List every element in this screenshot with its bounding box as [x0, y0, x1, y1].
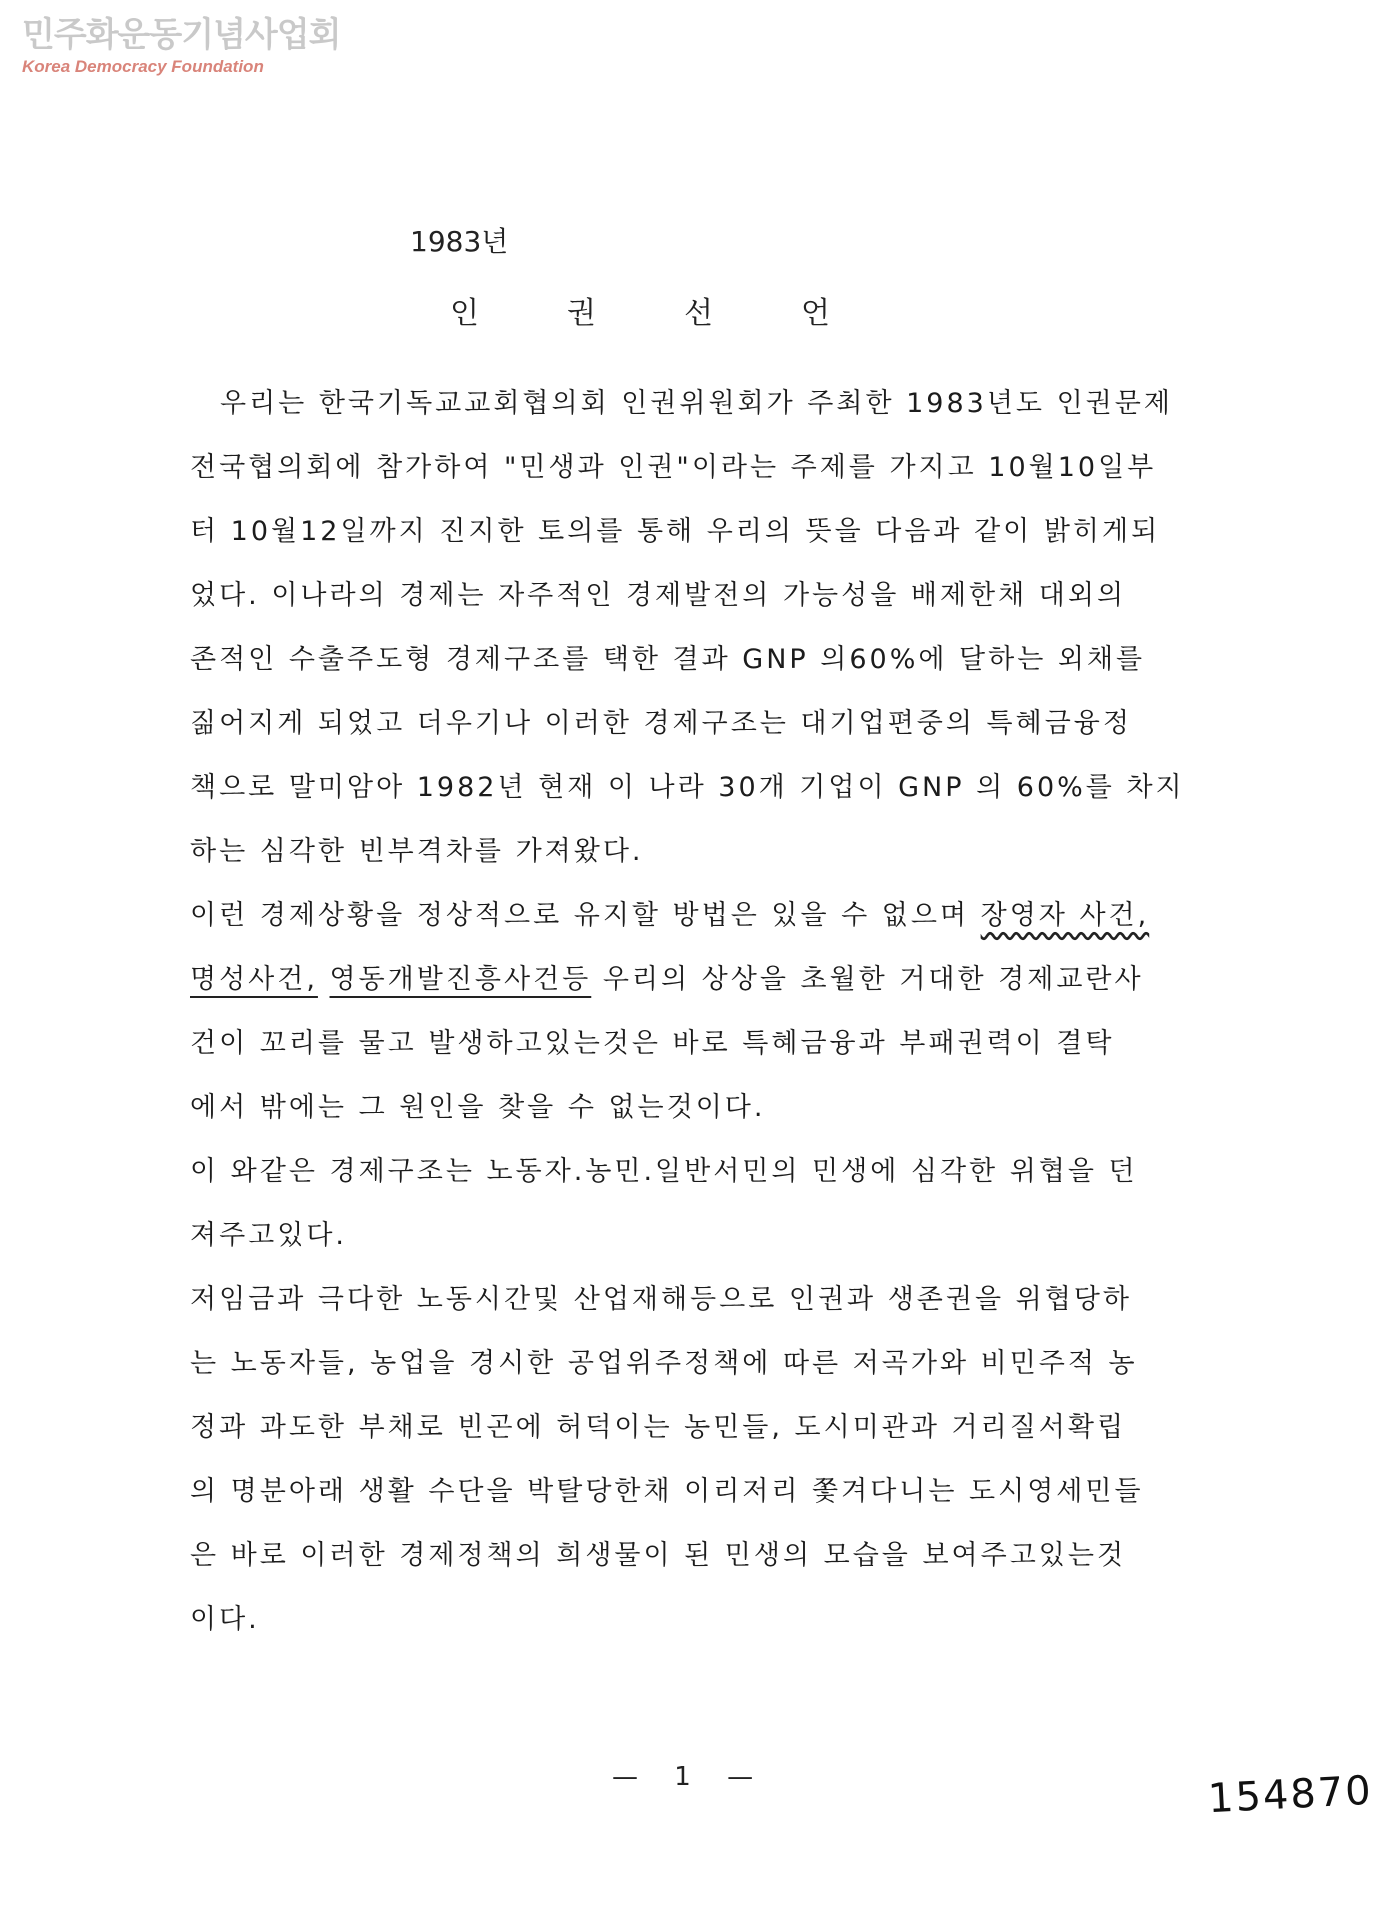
watermark-korean: 민주화운동기념사업회	[22, 15, 341, 55]
body-line: 이다.	[190, 1604, 260, 1635]
page-number: — 1 —	[612, 1762, 768, 1792]
body-line: 었다. 이나라의 경제는 자주적인 경제발전의 가능성을 배제한채 대외의	[190, 580, 1127, 611]
line-text: 우리의 상상을 초월한 거대한 경제교란사	[591, 964, 1144, 995]
document-title	[450, 288, 830, 332]
title-char: 인	[450, 296, 479, 331]
body-line: 존적인 수출주도형 경제구조를 택한 결과 GNP 의60%에 달하는 외채를	[190, 644, 1146, 675]
underlined-phrase: 명성사건,	[190, 964, 318, 995]
title-char: 선	[684, 296, 713, 331]
title-char: 언	[801, 296, 830, 331]
document-body	[190, 372, 1195, 1652]
body-line: 는 노동자들, 농업을 경시한 공업위주정책에 따른 저곡가와 비민주적 농	[190, 1348, 1138, 1379]
wavy-underlined-phrase: 장영자 사건,	[980, 900, 1150, 931]
body-line: 터 10월12일까지 진지한 토의를 통해 우리의 뜻을 다음과 같이 밝히게되	[190, 516, 1161, 547]
watermark-english: Korea Democracy Foundation	[22, 57, 264, 76]
body-line: 은 바로 이러한 경제정책의 희생물이 된 민생의 모습을 보여주고있는것	[190, 1540, 1127, 1571]
body-line: 책으로 말미암아 1982년 현재 이 나라 30개 기업이 GNP 의 60%를 차지	[190, 772, 1185, 803]
underlined-phrase: 영동개발진흥사건등	[329, 964, 592, 995]
body-line: 정과 과도한 부채로 빈곤에 허덕이는 농민들, 도시미관과 거리질서확립	[190, 1412, 1127, 1443]
body-line: 우리는 한국기독교교회협의회 인권위원회가 주최한 1983년도 인권문제	[220, 388, 1173, 419]
body-line: 하는 심각한 빈부격차를 가져왔다.	[190, 836, 644, 867]
body-line: 저임금과 극다한 노동시간및 산업재해등으로 인권과 생존권을 위협당하	[190, 1284, 1132, 1315]
document-id: 154870	[1206, 1767, 1374, 1823]
title-char: 권	[567, 296, 596, 331]
line-text: 이런 경제상황을 정상적으로 유지할 방법은 있을 수 없으며	[190, 900, 981, 931]
document-year: 1983년	[410, 225, 509, 258]
body-line: 건이 꼬리를 물고 발생하고있는것은 바로 특혜금융과 부패권력이 결탁	[190, 1028, 1115, 1059]
body-line: 이 와같은 경제구조는 노동자.농민.일반서민의 민생에 심각한 위협을 던	[190, 1156, 1138, 1187]
body-line-underlined	[190, 884, 1195, 948]
body-line-underlined	[190, 948, 1195, 1012]
body-line: 의 명분아래 생활 수단을 박탈당한채 이리저리 쫓겨다니는 도시영세민들	[190, 1476, 1144, 1507]
body-line: 에서 밖에는 그 원인을 찾을 수 없는것이다.	[190, 1092, 766, 1123]
body-line: 져주고있다.	[190, 1220, 347, 1251]
body-line: 전국협의회에 참가하여 "민생과 인권"이라는 주제를 가지고 10월10일부	[190, 452, 1157, 483]
body-line: 짊어지게 되었고 더우기나 이러한 경제구조는 대기업편중의 특혜금융정	[190, 708, 1132, 739]
watermark-logo	[22, 15, 341, 76]
